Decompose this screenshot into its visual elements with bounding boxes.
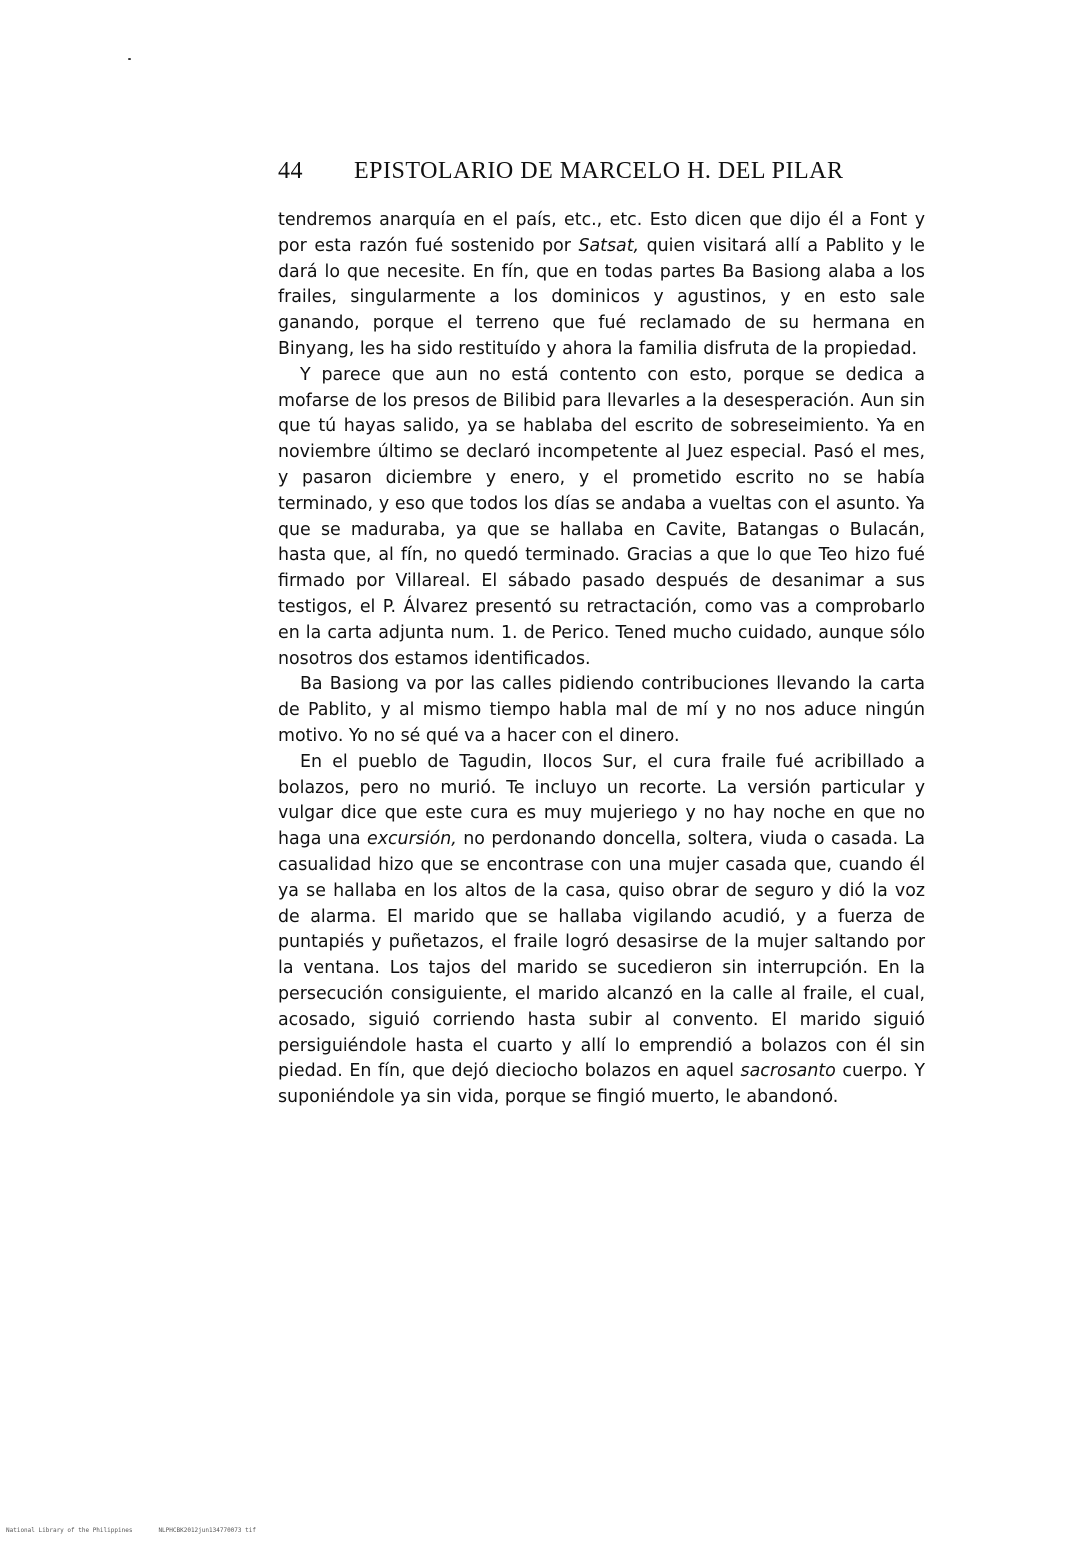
emphasis-sacrosanto: sacrosanto: [740, 1061, 836, 1082]
running-title: EPISTOLARIO DE MARCELO H. DEL PILAR: [354, 158, 844, 184]
emphasis-satsat: Satsat,: [578, 235, 640, 256]
paragraph-4: En el pueblo de Tagudin, Ilocos Sur, el cura fraile fué acribillado a bolazos, pero no murió. Te incluyo un recorte. La versión particular y vulgar dice que este cura es muy mujeriego y no hay noche en que no haga una excursión, no perdonando doncella, soltera, viuda o casada. La casualidad hizo que se encontrase con una mujer casada que, cuando él ya se hallaba en los altos de la casa, quiso obrar de seguro y dió la voz de alarma. El marido que se hallaba vigilando acudió, y a fuerza de puntapiés y puñetazos, el fraile logró desasirse de la mujer saltando por la ventana. Los tajos del marido se sucedieron sin interrupción. En la persecución consiguiente, el marido alcanzó en la calle al fraile, el cual, acosado, siguió corriendo hasta subir al convento. El marido siguió persiguiéndole hasta el cuarto y allí lo emprendió a bolazos con él sin piedad. En fín, que dejó dieciocho bolazos en aquel sacrosanto cuerpo. Y suponiéndole ya sin vida, porque se fingió muerto, le abandonó.: [278, 751, 925, 1108]
footer-library: National Library of the Philippines: [6, 1527, 133, 1534]
scan-speck: [128, 58, 131, 60]
scan-footer: [6, 1527, 256, 1534]
paragraph-1: tendremos anarquía en el país, etc., etc. Esto dicen que dijo él a Font y por esta razón fué sostenido por Satsat, quien visitará allí a Pablito y le dará lo que necesite. En fín, que en todas partes Ba Basiong alaba a los frailes, singularmente a los dominicos y agustinos, y en esto sale ganando, porque el terreno que fué reclamado de su hermana en Binyang, les ha sido restituído y ahora la familia disfruta de la propiedad.: [278, 210, 925, 359]
page-number: 44: [278, 158, 303, 184]
page-header: [278, 158, 928, 194]
footer-file-id: NLPHCBK2012jun134770073 tif: [158, 1527, 256, 1534]
paragraph-3: Ba Basiong va por las calles pidiendo contribuciones llevando la carta de Pablito, y al mismo tiempo habla mal de mí y no nos aduce ningún motivo. Yo no sé qué va a hacer con el dinero.: [278, 674, 925, 746]
paragraph-2: Y parece que aun no está contento con esto, porque se dedica a mofarse de los presos de Bilibid para llevarles a la desesperación. Aun sin que tú hayas salido, ya se hablaba del escrito de sobreseimiento. Ya en noviembre último se declaró incompetente al Juez especial. Pasó el mes, y pasaron diciembre y enero, y el prometido escrito no se había terminado, y eso que todos los días se andaba a vueltas con el asunto. Ya que se maduraba, ya que se hallaba en Cavite, Batangas o Bulacán, hasta que, al fín, no quedó terminado. Gracias a que lo que Teo hizo fué firmado por Villareal. El sábado pasado después de desanimar a sus testigos, el P. Álvarez presentó su retractación, como vas a comprobarlo en la carta adjunta num. 1. de Perico. Tened mucho cuidado, aunque sólo nosotros dos estamos identificados.: [278, 364, 925, 669]
emphasis-excursion: excursión,: [367, 829, 457, 850]
body-text: [278, 208, 925, 1111]
